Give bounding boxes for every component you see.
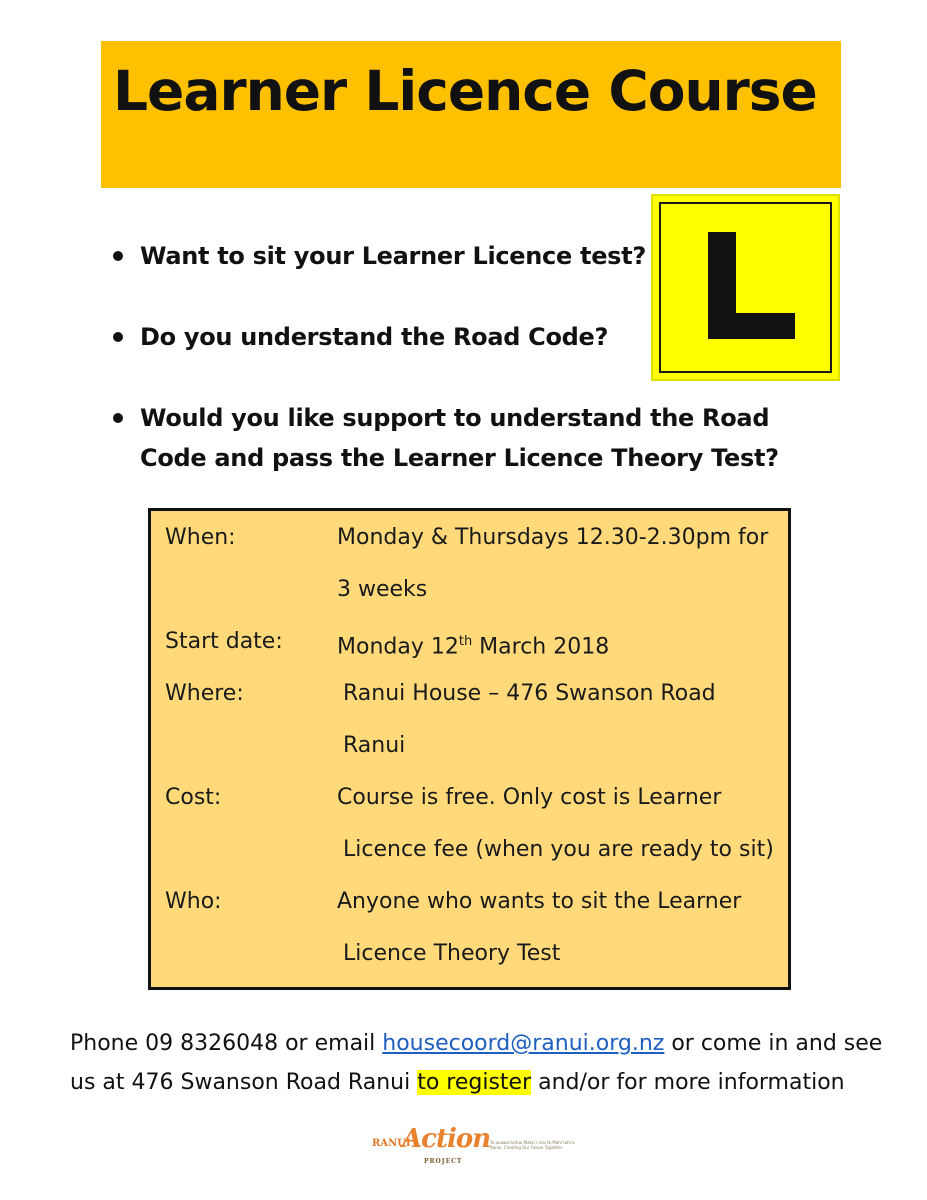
bullet-text: Do you understand the Road Code?: [140, 323, 609, 351]
cost-label: Cost:: [165, 785, 222, 810]
bullet-item: [110, 398, 820, 478]
contact-more-info-text: and/or for more information: [531, 1070, 845, 1095]
who-label: Who:: [165, 889, 222, 914]
logo-action: Action: [402, 1124, 491, 1154]
email-link[interactable]: housecoord@ranui.org.nz: [382, 1031, 665, 1056]
page-title: Learner Licence Course: [113, 59, 817, 123]
start-date-value: Monday 12th March 2018: [337, 634, 610, 660]
bullet-text: Want to sit your Learner Licence test?: [140, 242, 646, 270]
logo-tagline: Te puawai kotuu Matai i mai te Mahi tahi a Ranui. Creating Our Future Together: [490, 1140, 575, 1150]
start-date-label: Start date:: [165, 629, 283, 654]
bullet-dot-icon: [113, 413, 123, 423]
bullet-item: [110, 236, 830, 276]
when-value-cont: 3 weeks: [337, 577, 428, 602]
title-banner: [101, 41, 841, 188]
cost-value-cont: Licence fee (when you are ready to sit): [343, 837, 774, 862]
logo-project: PROJECT: [424, 1158, 463, 1165]
bullet-dot-icon: [113, 251, 123, 261]
contact-phone-text: Phone 09 8326048 or email: [70, 1031, 383, 1056]
register-highlight: to register: [417, 1070, 532, 1095]
where-value: Ranui House – 476 Swanson Road: [343, 681, 716, 706]
logo-ranui: RANUI: [372, 1138, 411, 1149]
bullet-item: [110, 317, 830, 357]
who-value-cont: Licence Theory Test: [343, 941, 561, 966]
bullet-text: Would you like support to understand the Road Code and pass the Learner Licence Theory Test?: [140, 404, 779, 472]
course-details-box: [148, 508, 791, 990]
bullet-dot-icon: [113, 332, 123, 342]
where-label: Where:: [165, 681, 244, 706]
cost-value: Course is free. Only cost is Learner: [337, 785, 722, 810]
who-value: Anyone who wants to sit the Learner: [337, 889, 742, 914]
bullet-list: [110, 236, 830, 478]
when-value: Monday & Thursdays 12.30-2.30pm for: [337, 525, 769, 550]
contact-info: [70, 1024, 900, 1102]
when-label: When:: [165, 525, 236, 550]
ranui-action-project-logo: [372, 1122, 575, 1172]
where-value-cont: Ranui: [343, 733, 406, 758]
contact-address-text: or come in and see us at 476 Swanson Road Ranui: [70, 1031, 883, 1095]
